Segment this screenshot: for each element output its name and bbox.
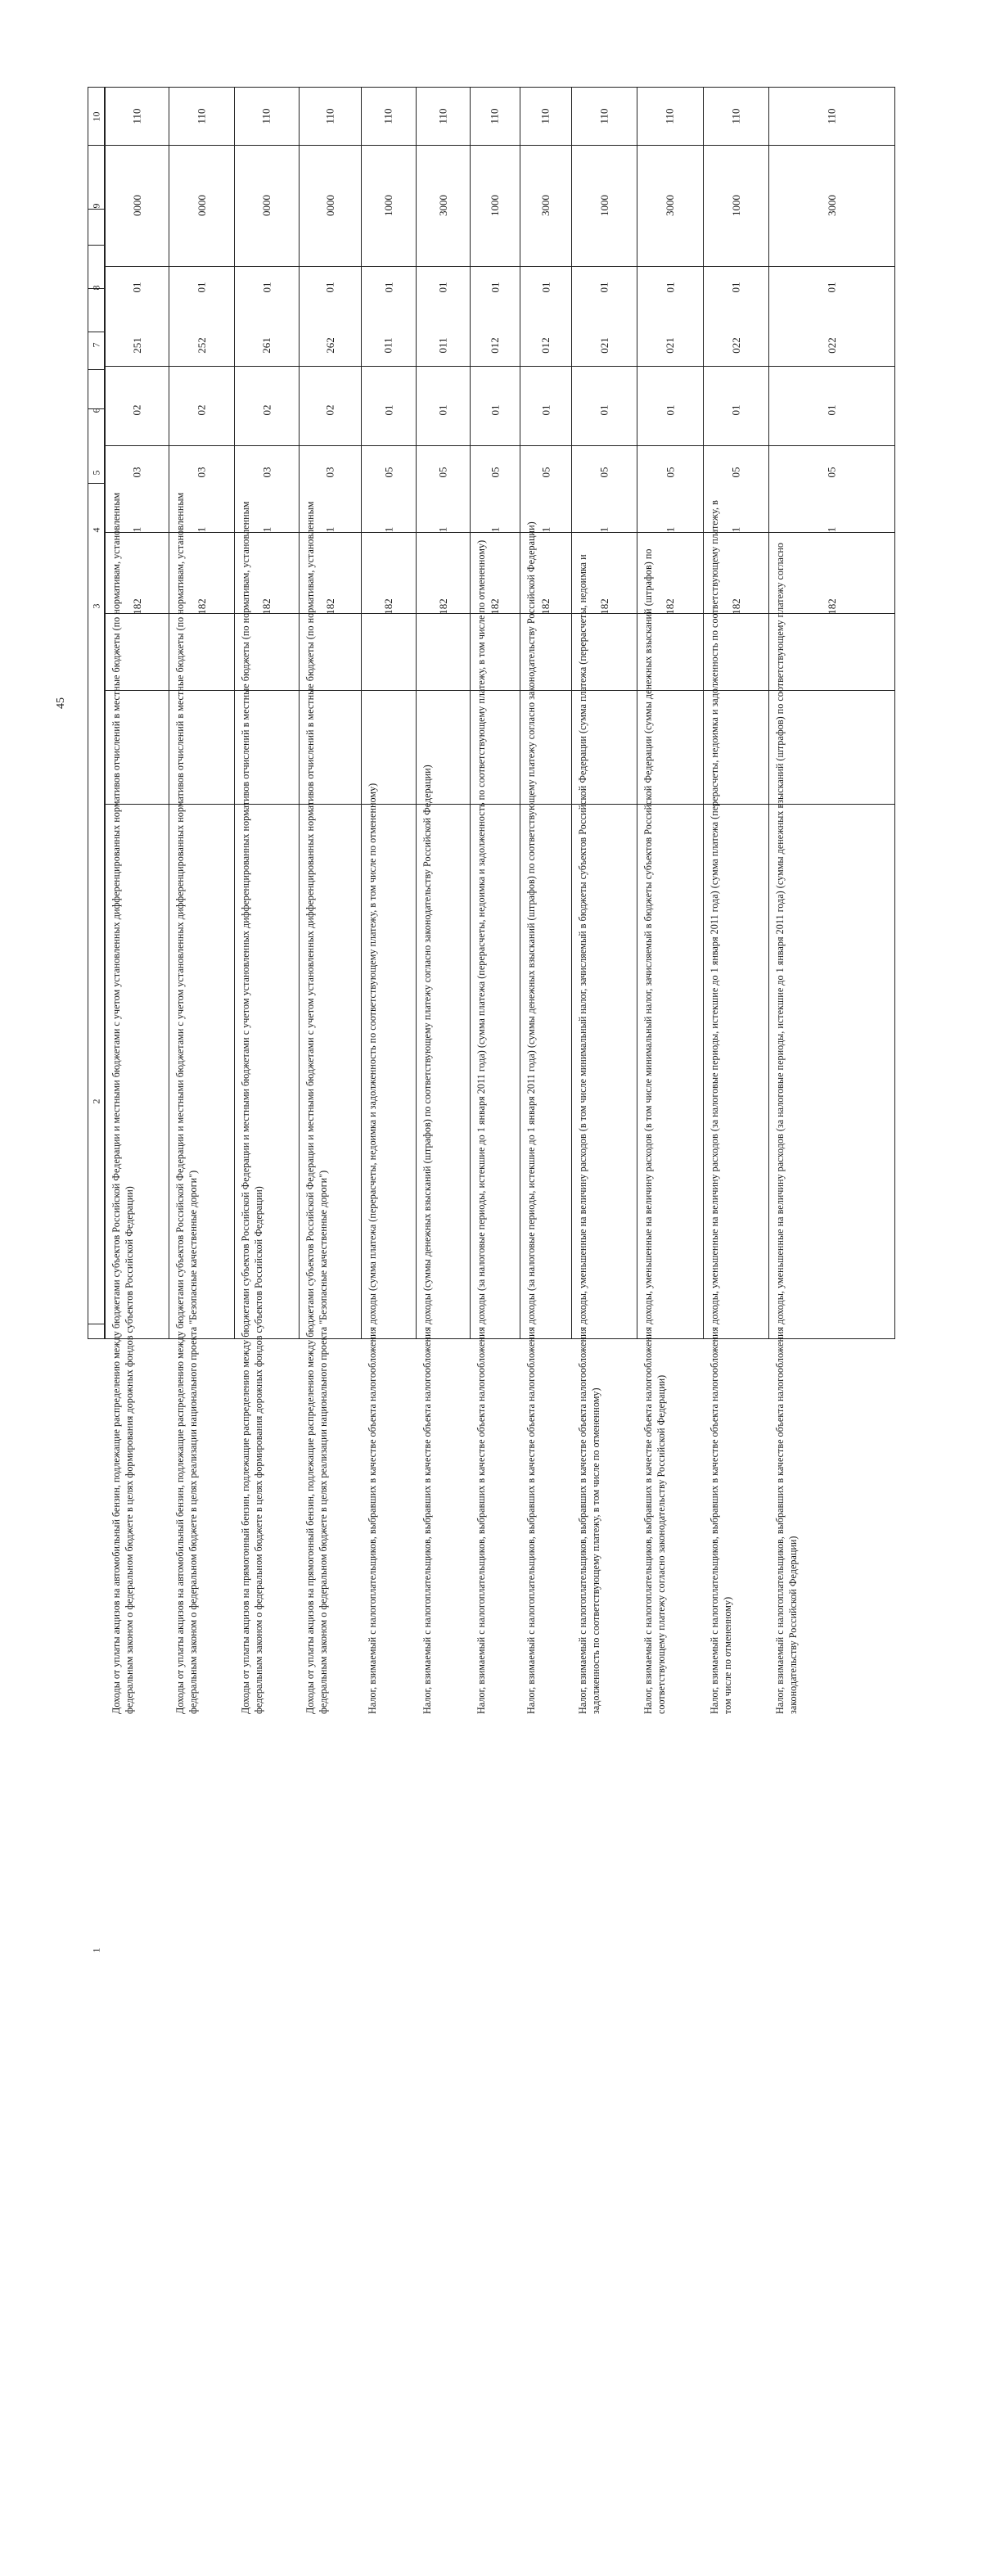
cell-value: 05 [729,467,742,478]
cell-value: 1 [825,526,838,533]
cell-value: 01 [597,404,610,416]
cell-description [106,483,169,1719]
cell-value: 1 [597,526,610,533]
table-row [105,88,169,1714]
description-text: Налог, взимаемый с налогоплательщиков, выбравших в качестве объекта налогообложения доходы (за налоговые периоды, истекшие до 1 января 2011 года) (суммы денежных взысканий (штрафов) по соответствующему платежу согласно законодательству Российской Федерации) [525,521,537,1714]
cell-value: 110 [130,108,143,124]
cell-value: 110 [323,108,336,124]
cell-value: 0000 [130,195,143,216]
cell-value: 1000 [382,195,394,216]
header-label: 8 [90,285,101,290]
table-row [571,88,637,1714]
cell-value: 03 [260,467,273,478]
cell-value: 110 [664,108,676,124]
cell-value: 05 [825,467,838,478]
cell-value: 110 [436,108,449,124]
cell-value: 01 [130,282,143,293]
cell-value: 3000 [664,195,676,216]
cell-c10 [235,88,299,145]
cell-value: 182 [664,598,676,615]
description-text: Доходы от уплаты акцизов на прямогонный бензин, подлежащие распределению между бюджетами субъектов Российской Федерации и местными бюджетами с учетом установленных дифференцированных нормативов отчислений в местные бюджеты (по нормативам, установленным федеральным законом о федеральном бюджете в целях формирования дорожных фондов субъектов Российской Федерации) [240,501,264,1714]
cell-c10 [769,88,894,145]
tax-code-table [88,87,895,1952]
header-label: 4 [90,527,101,532]
cell-value: 05 [539,467,552,478]
cell-value: 182 [130,598,143,615]
description-text: Налог, взимаемый с налогоплательщиков, выбравших в качестве объекта налогообложения доходы, уменьшенные на величину расходов (за налоговые периоды, истекшие до 1 января 2011 года) (суммы денежных взысканий (штрафов) по соответствующему платежу согласно законодательству Российской Федерации) [774,543,799,1714]
cell-c10 [169,88,234,145]
header-row [88,88,105,1952]
header-label: 10 [90,111,101,121]
cell-description [169,483,234,1719]
cell-value: 05 [489,467,501,478]
table-row [169,88,234,1714]
cell-value: 110 [489,108,501,124]
cell-value: 1000 [729,195,742,216]
cell-value: 022 [825,336,838,354]
cell-value: 1 [489,526,501,533]
cell-c10 [520,88,571,145]
cell-value: 252 [195,336,208,354]
table-row [703,88,768,1714]
description-text: Налог, взимаемый с налогоплательщиков, выбравших в качестве объекта налогообложения доходы (сумма платежа (перерасчеты, недоимка и задолженность по соответствующему платежу, в том числе по отмененному) [367,783,378,1714]
cell-value: 182 [825,598,838,615]
cell-value: 011 [382,336,394,354]
cell-value: 01 [664,282,676,293]
cell-value: 110 [382,108,394,124]
cell-value: 01 [323,282,336,293]
cell-value: 182 [729,598,742,615]
cell-value: 022 [729,336,742,354]
cell-description [572,483,637,1719]
description-text: Налог, взимаемый с налогоплательщиков, выбравших в качестве объекта налогообложения доходы (суммы денежных взысканий (штрафов) по соответствующему платежу согласно законодательству Российской Федерации) [421,765,433,1714]
cell-c10 [300,88,361,145]
cell-value: 05 [436,467,449,478]
cell-description [362,483,416,1719]
cell-description [520,483,571,1719]
cell-value: 02 [260,404,273,416]
header-label: 3 [90,603,101,609]
cell-value: 182 [539,598,552,615]
cell-value: 182 [382,598,394,615]
cell-description [769,483,894,1719]
cell-value: 03 [195,467,208,478]
cell-value: 110 [260,108,273,124]
cell-description [417,483,470,1719]
cell-value: 02 [323,404,336,416]
cell-value: 0000 [195,195,208,216]
cell-value: 01 [382,282,394,293]
cell-value: 05 [664,467,676,478]
cell-value: 1 [323,526,336,533]
cell-description [637,483,703,1719]
cell-value: 3000 [436,195,449,216]
cell-value: 110 [597,108,610,124]
table-row [520,88,571,1714]
cell-value: 0000 [323,195,336,216]
header-cell-col10 [88,88,104,145]
description-text: Налог, взимаемый с налогоплательщиков, выбравших в качестве объекта налогообложения доходы, уменьшенные на величину расходов (в том числе минимальный налог, зачисляемый в бюджеты субъектов Российской Федерации (суммы денежных взысканий (штрафов) по соответствующему платежу согласно законодательству Российской Федерации) [642,548,667,1714]
cell-c10 [637,88,703,145]
cell-value: 01 [664,404,676,416]
table-row [361,88,416,1714]
description-text: Налог, взимаемый с налогоплательщиков, выбравших в качестве объекта налогообложения доходы, уменьшенные на величину расходов (в том числе минимальный налог, зачисляемый в бюджеты субъектов Российской Федерации (сумма платежа (перерасчеты, недоимка и задолженность по соответствующему платежу, в том числе по отмененному) [577,554,601,1714]
cell-value: 1 [260,526,273,533]
cell-value: 182 [597,598,610,615]
cell-value: 1000 [489,195,501,216]
cell-value: 1 [130,526,143,533]
cell-value: 01 [539,404,552,416]
cell-value: 1 [664,526,676,533]
cell-value: 261 [260,336,273,354]
cell-value: 1 [729,526,742,533]
cell-description [471,483,520,1719]
cell-value: 01 [382,404,394,416]
header-label: 1 [90,1947,101,1952]
table-row [768,88,894,1714]
cell-value: 021 [597,336,610,354]
cell-value: 251 [130,336,143,354]
cell-c10 [417,88,470,145]
table-row [416,88,470,1714]
cell-value: 01 [489,404,501,416]
cell-value: 262 [323,336,336,354]
header-cell-col1 [88,1324,104,2576]
header-label: 9 [90,203,101,208]
cell-value: 02 [195,404,208,416]
cell-value: 012 [489,336,501,354]
cell-value: 03 [323,467,336,478]
cell-c10 [704,88,768,145]
cell-value: 01 [825,404,838,416]
cell-c10 [362,88,416,145]
cell-value: 110 [729,108,742,124]
cell-value: 110 [195,108,208,124]
description-text: Доходы от уплаты акцизов на прямогонный бензин, подлежащие распределению между бюджетами субъектов Российской Федерации и местными бюджетами с учетом установленных дифференцированных нормативов отчислений в местные бюджеты (по нормативам, установленным федеральным законом о федеральном бюджете в целях реализации национального проекта "Безопасные качественные дороги") [304,501,329,1714]
cell-value: 01 [436,404,449,416]
cell-value: 01 [729,282,742,293]
cell-value: 01 [729,404,742,416]
description-text: Доходы от уплаты акцизов на автомобильный бензин, подлежащие распределению между бюджетами субъектов Российской Федерации и местными бюджетами с учетом установленных дифференцированных нормативов отчислений в местные бюджеты (по нормативам, установленным федеральным законом о федеральном бюджете в целях реализации национального проекта "Безопасные качественные дороги") [174,492,199,1714]
cell-value: 182 [323,598,336,615]
cell-value: 021 [664,336,676,354]
cell-value: 011 [436,336,449,354]
cell-value: 01 [597,282,610,293]
table-row [234,88,299,1714]
table-row [637,88,703,1714]
cell-c10 [106,88,169,145]
cell-value: 3000 [825,195,838,216]
cell-value: 01 [436,282,449,293]
cell-value: 01 [539,282,552,293]
header-label: 7 [90,342,101,348]
cell-description [704,483,768,1719]
cell-value: 0000 [260,195,273,216]
cell-value: 01 [489,282,501,293]
header-label: 6 [90,408,101,413]
cell-description [235,483,299,1719]
cell-value: 110 [825,108,838,124]
cell-value: 1 [436,526,449,533]
cell-c10 [471,88,520,145]
cell-value: 1000 [597,195,610,216]
table-row [299,88,361,1714]
table-row [470,88,520,1714]
cell-value: 012 [539,336,552,354]
cell-value: 02 [130,404,143,416]
cell-value: 182 [436,598,449,615]
cell-value: 110 [539,108,552,124]
cell-value: 3000 [539,195,552,216]
cell-value: 05 [382,467,394,478]
cell-value: 1 [195,526,208,533]
cell-value: 1 [539,526,552,533]
cell-value: 03 [130,467,143,478]
description-text: Налог, взимаемый с налогоплательщиков, выбравших в качестве объекта налогообложения доходы (за налоговые периоды, истекшие до 1 января 2011 года) (сумма платежа (перерасчеты, недоимка и задолженность по соответствующему платежу, в том числе по отмененному) [475,539,487,1714]
cell-value: 1 [382,526,394,533]
header-label: 5 [90,470,101,475]
header-label: 2 [90,1099,101,1103]
description-text: Доходы от уплаты акцизов на автомобильный бензин, подлежащие распределению между бюджетами субъектов Российской Федерации и местными бюджетами с учетом установленных дифференцированных нормативов отчислений в местные бюджеты (по нормативам, установленным федеральным законом о федеральном бюджете в целях формирования дорожных фондов субъектов Российской Федерации) [110,492,135,1714]
cell-value: 01 [195,282,208,293]
cell-value: 01 [260,282,273,293]
cell-value: 05 [597,467,610,478]
cell-value: 182 [260,598,273,615]
cell-value: 182 [489,598,501,615]
page-number: 45 [55,697,67,709]
description-text: Налог, взимаемый с налогоплательщиков, выбравших в качестве объекта налогообложения доходы, уменьшенные на величину расходов (за налоговые периоды, истекшие до 1 января 2011 года) (сумма платежа (перерасчеты, недоимка и задолженность по соответствующему платежу, в том числе по отмененному) [709,500,733,1714]
cell-c10 [572,88,637,145]
cell-value: 01 [825,282,838,293]
cell-value: 182 [195,598,208,615]
cell-description [300,483,361,1719]
